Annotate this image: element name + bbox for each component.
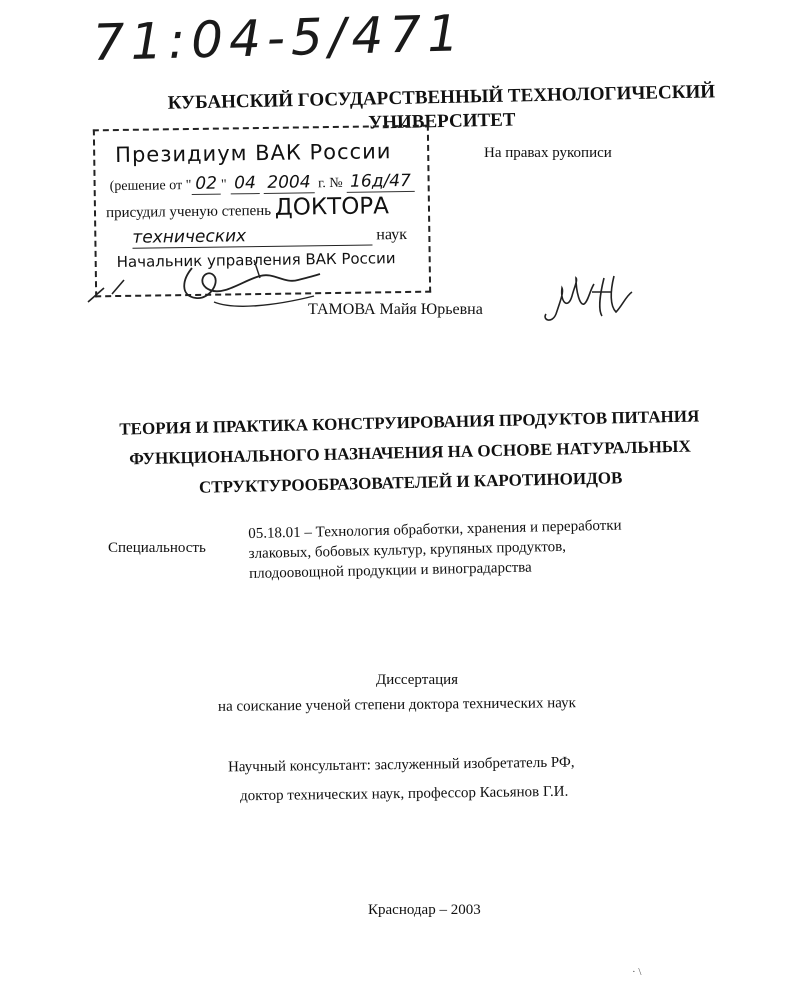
stamp-degree xyxy=(106,193,389,223)
degree-line: на соискание ученой степени доктора технических наук xyxy=(217,695,576,715)
stamp-decision-mid: " xyxy=(220,177,227,193)
consultant-line-1: Научный консультант: заслуженный изобретатель РФ, xyxy=(227,754,575,776)
stamp-degree-prefix: присудил ученую степень xyxy=(105,202,272,222)
title-line-2: ФУНКЦИОНАЛЬНОГО НАЗНАЧЕНИЯ НА ОСНОВЕ НАТУРАЛЬНЫХ xyxy=(128,436,691,469)
archive-number: 71:04-5/471 xyxy=(92,4,466,72)
corner-mark: · \ xyxy=(632,966,642,978)
manuscript-rights: На правах рукописи xyxy=(484,145,612,161)
specialty-line-1: 05.18.01 – Технология обработки, хранения и переработки xyxy=(248,517,622,542)
stamp-field-value: технических xyxy=(132,224,372,248)
city-year: Краснодар – 2003 xyxy=(368,902,481,918)
author-signature xyxy=(538,262,638,332)
stamp-degree-value: ДОКТОРА xyxy=(274,193,390,221)
specialty-line-2: злаковых, бобовых культур, крупяных продуктов, xyxy=(248,538,567,562)
stamp-decision-month: 04 xyxy=(230,173,260,194)
stamp-field-suffix: наук xyxy=(376,225,408,244)
university-line-2: УНИВЕРСИТЕТ xyxy=(368,109,516,134)
stamp-decision-year: 2004 xyxy=(263,172,315,194)
specialty-line-3: плодоовощной продукции и виноградарства xyxy=(248,559,532,582)
specialty-label: Специальность xyxy=(108,540,206,556)
stamp-decision-number: 16д/47 xyxy=(346,171,415,193)
title-line-3: СТРУКТУРООБРАЗОВАТЕЛЕЙ И КАРОТИНОИДОВ xyxy=(198,468,623,497)
title-line-1: ТЕОРИЯ И ПРАКТИКА КОНСТРУИРОВАНИЯ ПРОДУКТОВ ПИТАНИЯ xyxy=(119,406,700,439)
stamp-decision-prefix: (решение от " xyxy=(109,177,192,195)
stamp-decision-no-label: г. № xyxy=(318,175,343,192)
consultant-line-2: доктор технических наук, профессор Касьянов Г.И. xyxy=(239,783,569,805)
stamp-decision xyxy=(109,171,415,195)
author-name: ТАМОВА Майя Юрьевна xyxy=(308,301,483,318)
dissertation-title xyxy=(99,401,721,505)
stamp-head: Начальник управления ВАК России xyxy=(116,249,396,272)
stamp-decision-day: 02 xyxy=(191,174,221,195)
university-line-1: КУБАНСКИЙ ГОСУДАРСТВЕННЫЙ ТЕХНОЛОГИЧЕСКИЙ xyxy=(167,81,716,114)
document-type: Диссертация xyxy=(376,672,459,688)
specialty-text xyxy=(248,514,689,584)
stamp-title: Президиум ВАК России xyxy=(115,139,392,168)
